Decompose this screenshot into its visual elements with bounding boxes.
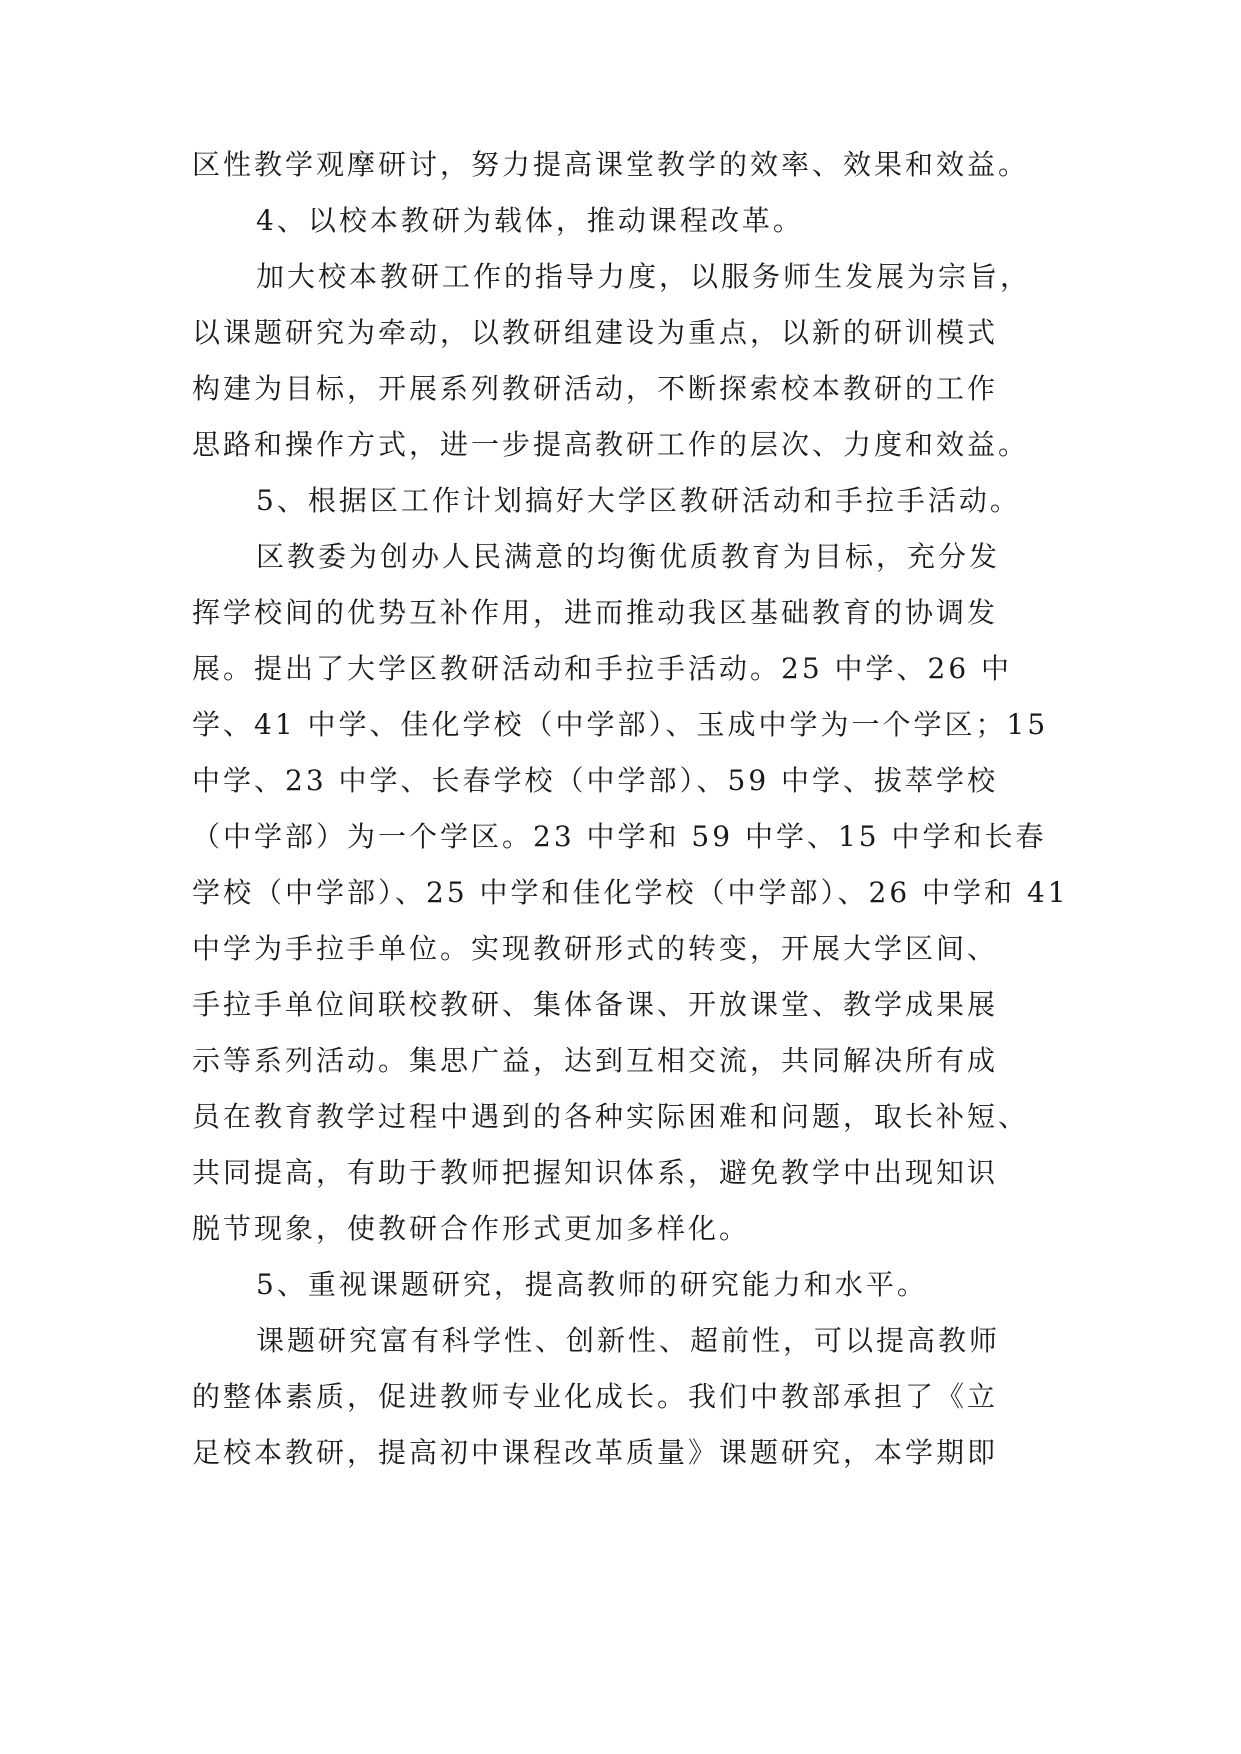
text-line: 示等系列活动。集思广益，达到互相交流，共同解决所有成 (192, 1044, 999, 1077)
text-line: 以课题研究为牵动，以教研组建设为重点，以新的研训模式 (192, 316, 999, 349)
text-line: 足校本教研，提高初中课程改革质量》课题研究，本学期即 (192, 1436, 999, 1469)
text-line: 加大校本教研工作的指导力度，以服务师生发展为宗旨， (256, 260, 1032, 293)
text-line: 学、41 中学、佳化学校（中学部）、玉成中学为一个学区；15 (192, 708, 1049, 741)
text-line: 的整体素质，促进教师专业化成长。我们中教部承担了《立 (192, 1380, 999, 1413)
text-line: 课题研究富有科学性、创新性、超前性，可以提高教师 (256, 1324, 1001, 1357)
text-line: 挥学校间的优势互补作用，进而推动我区基础教育的协调发 (192, 596, 999, 629)
section-heading: 4、以校本教研为载体，推动课程改革。 (256, 204, 804, 237)
text-line: 构建为目标，开展系列教研活动，不断探索校本教研的工作 (192, 372, 999, 405)
section-heading: 5、重视课题研究，提高教师的研究能力和水平。 (256, 1268, 928, 1301)
text-line: 区性教学观摩研讨，努力提高课堂教学的效率、效果和效益。 (192, 148, 1030, 181)
text-line: 展。提出了大学区教研活动和手拉手活动。25 中学、26 中 (192, 652, 1013, 685)
text-line: 区教委为创办人民满意的均衡优质教育为目标，充分发 (256, 540, 1001, 573)
text-line: 中学、23 中学、长春学校（中学部）、59 中学、拔萃学校 (192, 764, 999, 797)
text-line: 共同提高，有助于教师把握知识体系，避免教学中出现知识 (192, 1156, 999, 1189)
section-heading: 5、根据区工作计划搞好大学区教研活动和手拉手活动。 (256, 484, 1021, 517)
text-line: 学校（中学部）、25 中学和佳化学校（中学部）、26 中学和 41 (192, 876, 1069, 909)
text-line: （中学部）为一个学区。23 中学和 59 中学、15 中学和长春 (192, 820, 1047, 853)
text-line: 脱节现象，使教研合作形式更加多样化。 (192, 1212, 751, 1245)
text-line: 思路和操作方式，进一步提高教研工作的层次、力度和效益。 (192, 428, 1030, 461)
text-line: 员在教育教学过程中遇到的各种实际困难和问题，取长补短、 (192, 1100, 1030, 1133)
text-line: 手拉手单位间联校教研、集体备课、开放课堂、教学成果展 (192, 988, 999, 1021)
text-line: 中学为手拉手单位。实现教研形式的转变，开展大学区间、 (192, 932, 999, 965)
